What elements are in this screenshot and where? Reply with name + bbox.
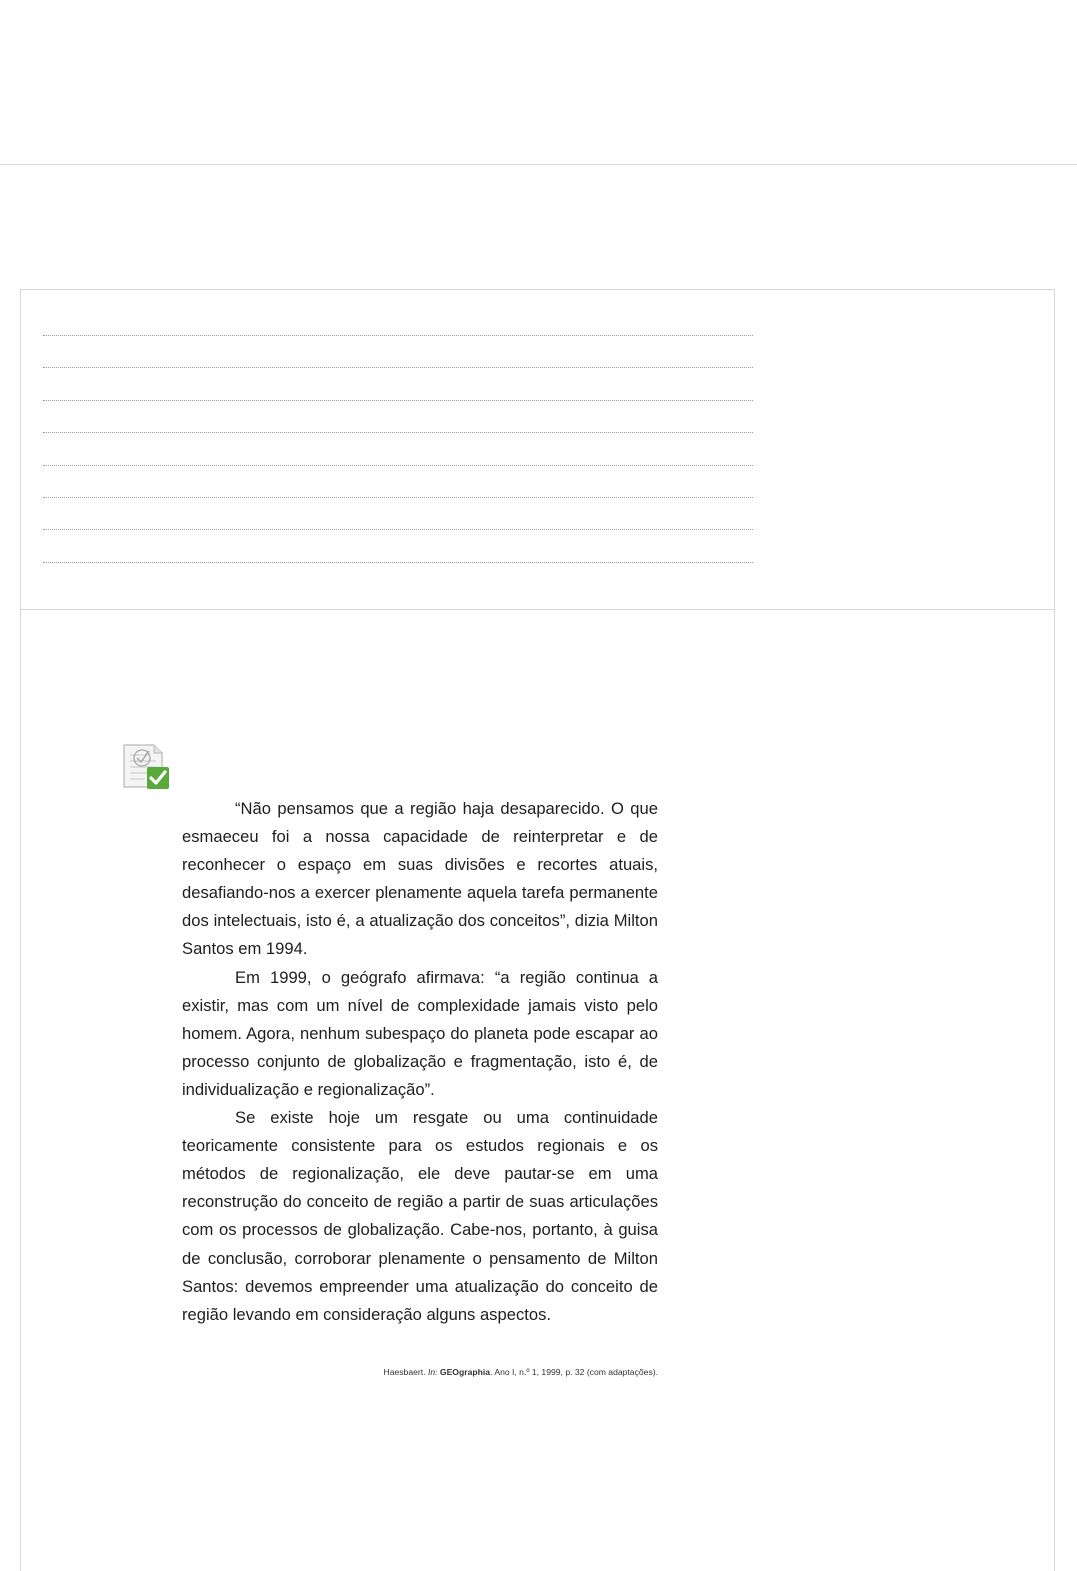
answer-line[interactable] [43, 367, 753, 368]
passage-paragraph-1: “Não pensamos que a região haja desaparecido. O que esmaeceu foi a nossa capacidade de reinterpretar e de reconhecer o espaço em suas divisões e recortes atuais, desafiando-nos a exercer plenamente aquela tarefa permanente dos intelectuais, isto é, a atualização dos conceitos”, dizia Milton Santos em 1994. [182, 799, 658, 959]
answer-line[interactable] [43, 497, 753, 498]
passage-paragraph-3: Se existe hoje um resgate ou uma continuidade teoricamente consistente para os estudos regionais e os métodos de regionalização, ele deve pautar-se em uma reconstrução do conceito de região a partir de suas articulações com os processos de globalização. Cabe-nos, portanto, à guisa de conclusão, corroborar plenamente o pensamento de Milton Santos: devemos empreender uma atualização do conceito de região levando em consideração alguns aspectos. [182, 1108, 658, 1324]
citation-author: Haesbaert. [383, 1367, 426, 1377]
passage-citation [182, 1366, 658, 1378]
citation-journal: GEOgraphia [439, 1367, 491, 1377]
passage-paragraph-2: Em 1999, o geógrafo afirmava: “a região continua a existir, mas com um nível de complexidade jamais visto pelo homem. Agora, nenhum subespaço do planeta pode escapar ao processo conjunto de globalização e fragmentação, isto é, de individualização e regionalização”. [182, 967, 658, 1099]
answer-area[interactable] [20, 289, 1055, 610]
answer-line[interactable] [43, 562, 753, 563]
answer-line[interactable] [43, 400, 753, 401]
top-divider [0, 164, 1077, 165]
answer-line[interactable] [43, 529, 753, 530]
answer-line[interactable] [43, 465, 753, 466]
answer-line[interactable] [43, 432, 753, 433]
answer-line[interactable] [43, 335, 753, 336]
citation-details: . Ano I, n.º 1, 1999, p. 32 (com adaptações). [490, 1367, 658, 1377]
reading-passage [182, 795, 658, 1329]
citation-in: In: [427, 1367, 438, 1377]
checked-document-icon [121, 741, 171, 791]
